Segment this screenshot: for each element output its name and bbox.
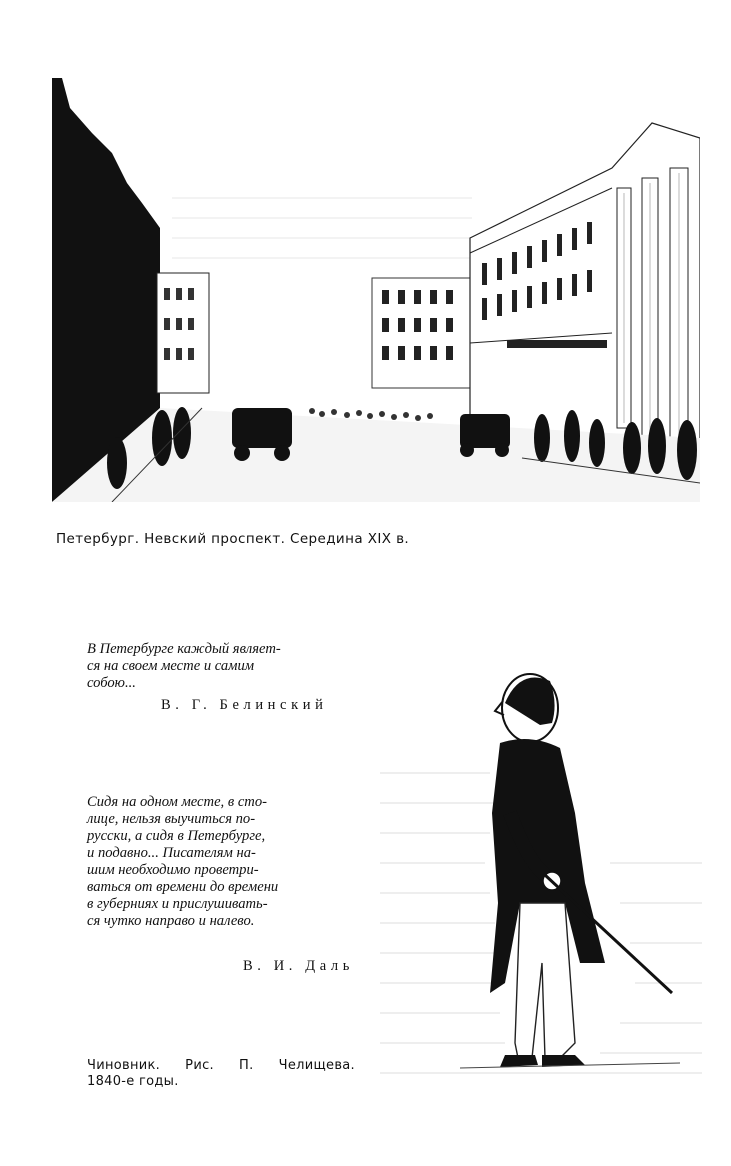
quote-line: русски, а сидя в Петербурге, — [87, 828, 266, 844]
quote-line: и подавно... Писателям на- — [87, 845, 256, 861]
nevsky-prospect-illustration — [52, 78, 700, 502]
quote-line: Сидя на одном месте, в сто- — [87, 794, 268, 810]
quote-line: в губерниях и прислушивать- — [87, 896, 268, 912]
figure-caption-line: 1840-е годы. — [87, 1074, 179, 1089]
quote-line: В Петербурге каждый являет- — [87, 641, 281, 657]
quote-line: ся на своем месте и самим — [87, 658, 255, 674]
figure-caption-line: Чиновник. Рис. П. Челищева. — [87, 1058, 355, 1073]
quote-line: ваться от времени до времени — [87, 879, 279, 895]
quote-line: лице, нельзя выучиться по- — [87, 811, 256, 827]
plate-caption: Петербург. Невский проспект. Середина XIX в. — [56, 531, 410, 547]
figure-caption — [87, 1058, 355, 1090]
quote-author-belinsky: В. Г. Белинский — [161, 697, 328, 713]
quote-dal — [87, 794, 355, 930]
official-drawing — [380, 663, 702, 1095]
quote-author-dal: В. И. Даль — [243, 958, 354, 974]
quote-line: собою... — [87, 675, 136, 691]
quote-line: шим необходимо проветри- — [87, 862, 259, 878]
quote-line: ся чутко направо и налево. — [87, 913, 255, 929]
quote-belinsky — [87, 641, 355, 692]
